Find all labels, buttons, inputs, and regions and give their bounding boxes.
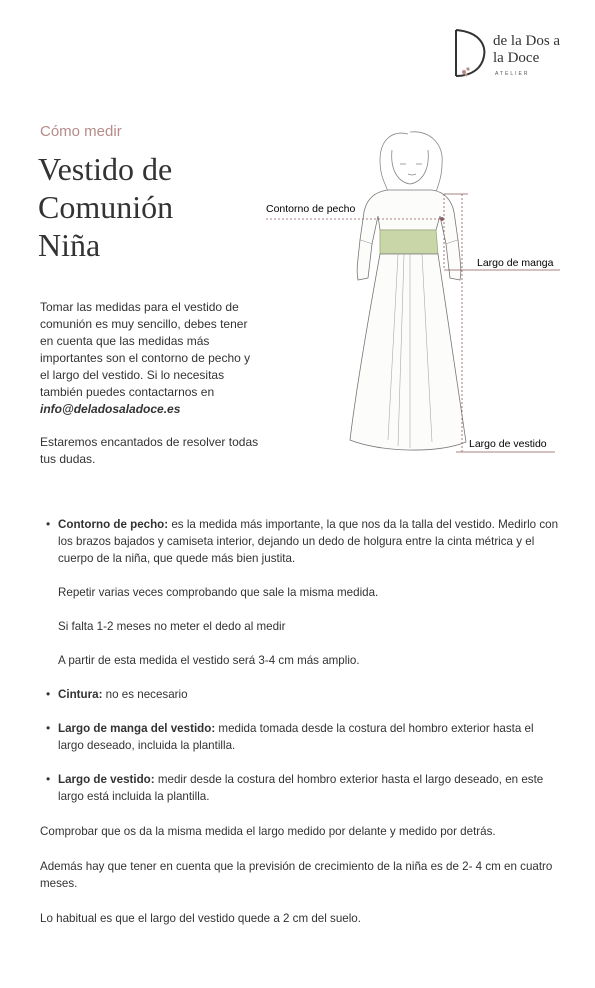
brand-name-line2: la Doce — [493, 50, 540, 66]
brand-name-line1: de la Dos a — [493, 33, 561, 49]
label-contorno-pecho: Contorno de pecho — [266, 203, 356, 215]
list-item-largo-vestido — [40, 771, 560, 805]
term-cintura: Cintura: — [58, 688, 103, 701]
footer-paragraph-3: Lo habitual es que el largo del vestido quede a 2 cm del suelo. — [40, 912, 361, 925]
brand-logo-mark — [452, 28, 488, 80]
contact-email-link[interactable]: info@deladosaladoce.es — [40, 402, 181, 416]
dress-illustration — [260, 120, 580, 480]
page-title — [38, 150, 258, 264]
bullet-icon: • — [46, 772, 51, 786]
list-item-largo-manga — [40, 720, 560, 754]
title-line-2: Comunión — [38, 189, 174, 225]
term-largo-vestido: Largo de vestido: — [58, 773, 155, 786]
pecho-note-2: Si falta 1-2 meses no meter el dedo al medir — [58, 620, 286, 633]
bullet-icon: • — [46, 687, 51, 701]
measurement-list — [40, 516, 560, 822]
footer-paragraph-1: Comprobar que os da la misma medida el largo medido por delante y medido por detrás. — [40, 825, 496, 838]
term-largo-manga: Largo de manga del vestido: — [58, 722, 216, 735]
desc-largo-manga: medida tomada desde la costura del hombro exterior hasta el largo deseado, incluida la plantilla. — [58, 722, 534, 752]
bullet-icon: • — [46, 517, 51, 531]
label-largo-vestido: Largo de vestido — [469, 438, 547, 450]
title-line-3: Niña — [38, 227, 101, 263]
intro-paragraph — [40, 299, 260, 418]
brand-name — [493, 33, 560, 67]
section-eyebrow: Cómo medir — [40, 123, 122, 140]
footer-paragraph-2: Además hay que tener en cuenta que la previsión de crecimiento de la niña es de 2- 4 cm en cuatro meses. — [40, 860, 553, 890]
dress-sketch — [350, 190, 466, 450]
intro-closing: Estaremos encantados de resolver todas tus dudas. — [40, 435, 259, 466]
term-contorno-pecho: Contorno de pecho: — [58, 518, 169, 531]
list-item-cintura — [40, 686, 560, 703]
list-item-contorno-pecho — [40, 516, 560, 567]
pecho-note-1: Repetir varias veces comprobando que sale la misma medida. — [58, 586, 379, 599]
label-largo-manga: Largo de manga — [477, 257, 554, 269]
brand-subtitle: ATELIER — [495, 71, 530, 77]
bullet-icon: • — [46, 721, 51, 735]
title-line-1: Vestido de — [38, 151, 173, 187]
girl-head — [380, 132, 442, 192]
desc-cintura: no es necesario — [102, 688, 188, 701]
intro-text: Tomar las medidas para el vestido de comunión es muy sencillo, debes tener en cuenta que las medidas más importantes son el contorno de pecho y el largo del vestido. Si lo necesitas también puedes contactarnos en — [40, 300, 251, 399]
desc-contorno-pecho: es la medida más importante, la que nos da la talla del vestido. Medirlo con los brazos bajados y camiseta interior, dejando un dedo de holgura entre la cinta métrica y el cuerpo de la niña, que quede más bien justita. — [58, 518, 559, 565]
pecho-note-3: A partir de esta medida el vestido será 3-4 cm más amplio. — [58, 654, 360, 667]
desc-largo-vestido: medir desde la costura del hombro exterior hasta el largo deseado, en este largo está incluida la plantilla. — [58, 773, 544, 803]
